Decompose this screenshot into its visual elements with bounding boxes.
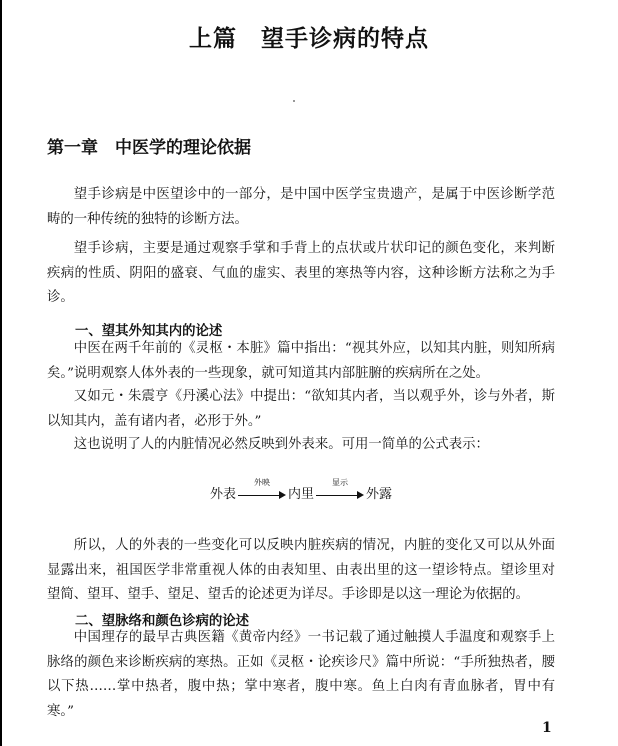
formula-arrow-2-label: 显示 [332, 478, 349, 487]
part-title: 上篇 望手诊病的特点 [189, 26, 429, 52]
section-heading-2: 二、望脉络和颜色诊病的论述 [75, 614, 250, 629]
page-number: 1 [542, 720, 552, 736]
arrow-head-icon [357, 491, 364, 499]
scan-dot [293, 100, 295, 102]
paragraph-conclusion: 所以，人的外表的一些变化可以反映内脏疾病的情况，内脏的变化又可以从外面显露出来，祖国医学非常重视人体的由表知里、由表出里的这一望诊特点。望诊里对望简、望耳、望手、望足、望舌的论述更为详尽。手诊即是以这一理论为依据的。 [47, 538, 555, 602]
paragraph-intro: 望手诊病是中医望诊中的一部分，是中国中医学宝贵遗产，是属于中医诊断学范畴的一种传统的独特的诊断方法。 [47, 187, 555, 227]
formula-arrow-2 [316, 478, 364, 505]
chapter-title: 第一章 中医学的理论依据 [47, 138, 251, 158]
paragraph-neijing: 中国理存的最早古典医籍《黄帝内经》一书记载了通过触摸人手温度和观察手上脉络的颜色来诊断疾病的寒热。正如《灵枢・论疾诊尺》篇中所说：“手所独热者，腰以下热……掌中热者，腹中热；掌中寒者，腹中寒。鱼上白肉有青血脉者，胃中有寒。” [47, 630, 555, 719]
paragraph-danxi: 又如元・朱震亨《丹溪心法》中提出：“欲知其内者，当以观乎外，诊与外者，斯以知其内，盖有诸内者，必形于外。” [47, 389, 555, 429]
formula-arrow-1-label: 外映 [254, 478, 271, 487]
formula [210, 478, 393, 505]
paragraph-method: 望手诊病，主要是通过观察手掌和手背上的点状或片状印记的颜色变化，来判断疾病的性质、阴阳的盛衰、气血的虚实、表里的寒热等内容，这种诊断方法称之为手诊。 [47, 241, 555, 305]
formula-arrow-1 [238, 478, 286, 505]
paragraph-formula-intro: 这也说明了人的内脏情况必然反映到外表来。可用一简单的公式表示： [73, 437, 489, 452]
section-heading-1: 一、望其外知其内的论述 [75, 324, 223, 339]
page-edge [0, 0, 2, 746]
formula-term-outer: 外表 [210, 487, 237, 502]
arrow-shaft [238, 495, 281, 496]
paragraph-lingshu: 中医在两千年前的《灵枢・本脏》篇中指出：“视其外应，以知其内脏，则知所病矣。”说明观察人体外表的一些现象，就可知道其内部脏腑的疾病所在之处。 [47, 341, 555, 381]
arrow-head-icon [279, 491, 286, 499]
formula-term-inner: 内里 [288, 487, 315, 502]
formula-term-exposed: 外露 [366, 487, 393, 502]
arrow-shaft [316, 495, 359, 496]
